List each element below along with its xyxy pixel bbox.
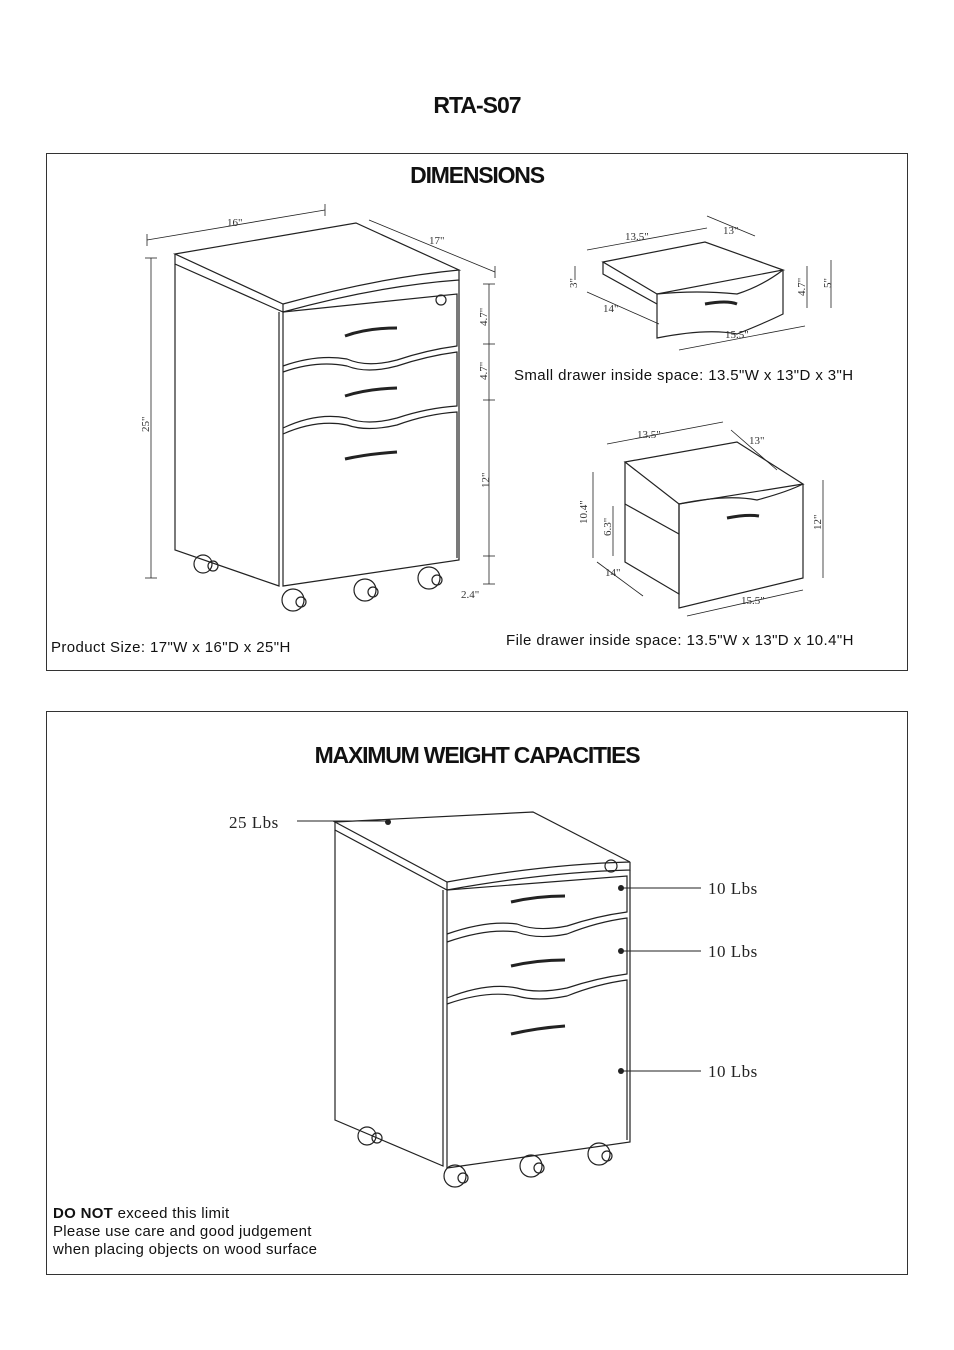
cabinet-depth-label: 16": [227, 217, 243, 229]
warning-emphasis: DO NOT: [53, 1205, 114, 1222]
caster-height-label: 2.4": [461, 589, 480, 601]
drawer2-height-label: 4.7": [478, 361, 490, 380]
dimensions-panel: [46, 153, 908, 671]
warning-line-2: Please use care and good judgement: [53, 1223, 312, 1240]
drawer1-load-label: 10 Lbs: [708, 879, 758, 898]
file-drawer-diagram: [578, 422, 824, 616]
file-front-height-label: 12": [812, 514, 824, 530]
file-inner-height-label: 10.4": [578, 500, 590, 524]
small-drawer-diagram: [568, 216, 834, 350]
small-inner-width-label: 13.5": [625, 231, 649, 243]
dimensions-drawing: [47, 154, 907, 670]
small-front-height-label: 4.7": [796, 277, 808, 296]
small-total-height-label: 5": [822, 278, 834, 288]
file-outer-depth-label: 14": [605, 567, 621, 579]
small-inner-height-label: 3": [568, 278, 580, 288]
weight-drawing: [47, 712, 907, 1274]
warning-line-1: [53, 1205, 317, 1223]
file-drawer-load-dot: [618, 1068, 624, 1074]
file-drawer-caption: File drawer inside space: 13.5"W x 13"D x 10.4"H: [506, 632, 854, 649]
drawer2-load-dot: [618, 948, 624, 954]
small-front-width-label: 15.5": [725, 329, 749, 341]
file-side-height-label: 6.3": [602, 517, 614, 536]
weight-capacity-heading: MAXIMUM WEIGHT CAPACITIES: [314, 742, 640, 768]
warning-text: exceed this limit: [113, 1205, 230, 1222]
top-load-dot: [385, 819, 391, 825]
weight-capacity-panel: [46, 711, 908, 1275]
cabinet-weight-diagram: [335, 812, 630, 1187]
file-front-width-label: 15.5": [741, 595, 765, 607]
drawer1-height-label: 4.7": [478, 307, 490, 326]
drawer1-load-dot: [618, 885, 624, 891]
small-outer-depth-label: 14": [603, 303, 619, 315]
cabinet-width-label: 17": [429, 235, 445, 247]
small-drawer-caption: Small drawer inside space: 13.5"W x 13"D x 3"H: [514, 367, 854, 384]
cabinet-height-label: 25": [140, 416, 152, 432]
weight-warning-note: [53, 1205, 317, 1259]
file-inner-width-label: 13.5": [637, 429, 661, 441]
page-title: RTA-S07: [433, 92, 521, 118]
top-load-label: 25 Lbs: [229, 813, 279, 832]
file-drawer-height-label: 12": [480, 472, 492, 488]
file-inner-depth-label: 13": [749, 435, 765, 447]
dimensions-heading: DIMENSIONS: [410, 162, 544, 188]
product-size-caption: Product Size: 17"W x 16"D x 25"H: [51, 639, 291, 656]
warning-line-3: when placing objects on wood surface: [53, 1241, 318, 1258]
cabinet-dimension-diagram: [140, 204, 495, 611]
small-inner-depth-label: 13": [723, 225, 739, 237]
drawer2-load-label: 10 Lbs: [708, 942, 758, 961]
file-drawer-load-label: 10 Lbs: [708, 1062, 758, 1081]
